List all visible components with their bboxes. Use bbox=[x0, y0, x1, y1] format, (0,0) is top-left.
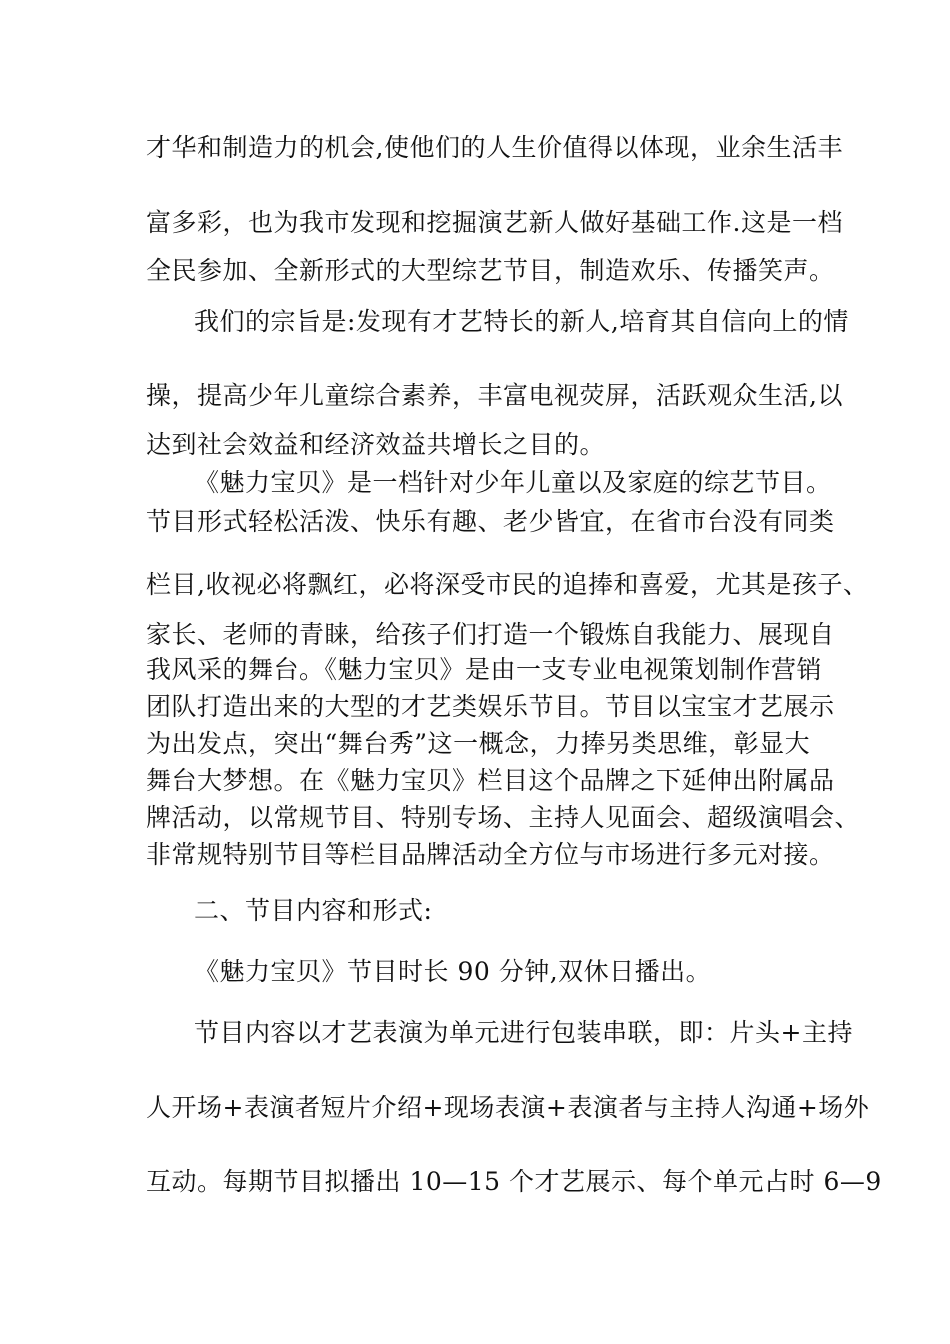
text-line: 牌活动，以常规节目、特别专场、主持人见面会、超级演唱会、 bbox=[146, 803, 861, 832]
text-line: 非常规特别节目等栏目品牌活动全方位与市场进行多元对接。 bbox=[146, 840, 835, 869]
text-line: 舞台大梦想。在《魅力宝贝》栏目这个品牌之下延伸出附属品 bbox=[146, 766, 835, 795]
text-line: 为出发点，突出“舞台秀”这一概念，力捧另类思维，彰显大 bbox=[146, 729, 811, 758]
text-line: 互动。每期节目拟播出 10—15 个才艺展示、每个单元占时 6—9 bbox=[146, 1167, 882, 1196]
text-line: 全民参加、全新形式的大型综艺节目，制造欢乐、传播笑声。 bbox=[146, 256, 835, 285]
text-line: 栏目,收视必将飘红，必将深受市民的追捧和喜爱，尤其是孩子、 bbox=[146, 570, 869, 599]
text-line: 团队打造出来的大型的才艺类娱乐节目。节目以宝宝才艺展示 bbox=[146, 692, 835, 721]
paragraph-start-line: 我们的宗旨是:发现有才艺特长的新人,培育其自信向上的情 bbox=[194, 307, 849, 336]
paragraph-start-line: 节目内容以才艺表演为单元进行包装串联，即：片头+主持 bbox=[194, 1018, 853, 1047]
text-line: 达到社会效益和经济效益共增长之目的。 bbox=[146, 430, 606, 459]
text-line: 人开场+表演者短片介绍+现场表演+表演者与主持人沟通+场外 bbox=[146, 1093, 870, 1122]
section-heading: 二、节目内容和形式: bbox=[194, 896, 433, 925]
text-line: 我风采的舞台。《魅力宝贝》是由一支专业电视策划制作营销 bbox=[146, 655, 823, 684]
text-line: 操，提高少年儿童综合素养，丰富电视荧屏，活跃观众生活,以 bbox=[146, 381, 843, 410]
paragraph-start-line: 《魅力宝贝》是一档针对少年儿童以及家庭的综艺节目。 bbox=[194, 468, 832, 497]
paragraph-start-line: 《魅力宝贝》节目时长 90 分钟,双休日播出。 bbox=[194, 957, 712, 986]
text-line: 才华和制造力的机会,使他们的人生价值得以体现，业余生活丰 bbox=[146, 133, 843, 162]
text-line: 家长、老师的青睐，给孩子们打造一个锻炼自我能力、展现自 bbox=[146, 620, 835, 649]
text-line: 富多彩，也为我市发现和挖掘演艺新人做好基础工作.这是一档 bbox=[146, 208, 843, 237]
text-line: 节目形式轻松活泼、快乐有趣、老少皆宜，在省市台没有同类 bbox=[146, 507, 835, 536]
